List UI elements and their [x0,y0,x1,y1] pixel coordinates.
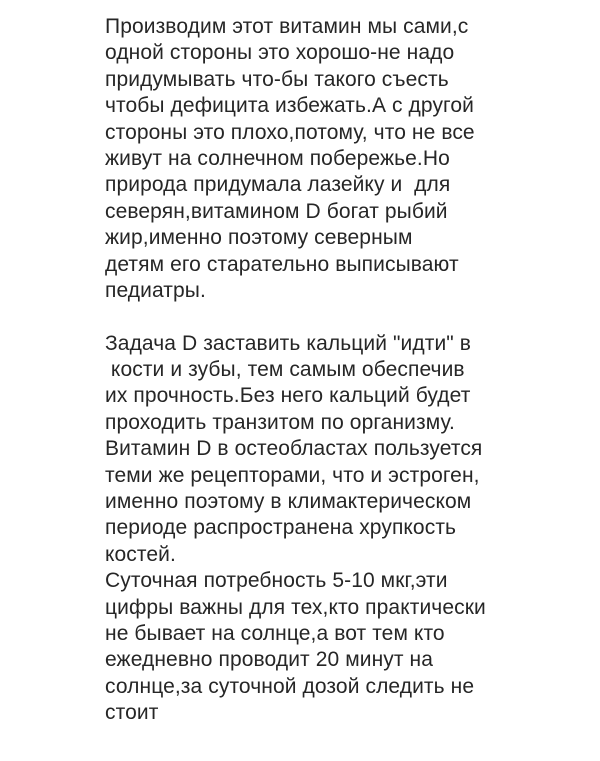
text-line: придумывать что-бы такого съесть [105,67,449,91]
article-text [105,14,575,727]
text-line: стороны это плохо,потому, что не все [105,120,475,144]
text-line: природа придумала лазейку и для [105,173,451,197]
text-line: кости и зубы, тем самым обеспечив [105,358,465,382]
text-line: не бывает на солнце,а вот тем кто [105,621,445,645]
text-line: ежедневно проводит 20 минут на [105,648,433,672]
text-line: теми же рецепторами, что и эстроген, [105,463,480,487]
paragraph-vitamin-d-synthesis [105,14,575,304]
text-line: живут на солнечном побережье.Но [105,146,450,170]
paragraph-vitamin-d-function [105,331,575,727]
text-line: северян,витамином D богат рыбий [105,199,448,223]
text-line: их прочность.Без него кальций будет [105,384,471,408]
text-line: Задача D заставить кальций "идти" в [105,331,472,355]
text-line: именно поэтому в климактерическом [105,490,472,514]
text-line: Витамин D в остеобластах пользуется [105,437,483,461]
text-line: жир,именно поэтому северным [105,226,413,250]
text-line: костей. [105,542,176,566]
text-line: чтобы дефицита избежать.А с другой [105,94,474,118]
text-line: периоде распространена хрупкость [105,516,457,540]
text-line: солнце,за суточной дозой следить не [105,674,475,698]
text-line: стоит [105,701,159,725]
text-line: педиатры. [105,278,206,302]
paragraph-spacer [105,304,575,330]
text-line: детям его старательно выписывают [105,252,459,276]
text-line: Суточная потребность 5-10 мкг,эти [105,569,448,593]
text-line: проходить транзитом по организму. [105,410,455,434]
text-line: Производим этот витамин мы сами,с [105,15,469,38]
text-line: цифры важны для тех,кто практически [105,595,486,619]
text-line: одной стороны это хорошо-не надо [105,41,455,65]
